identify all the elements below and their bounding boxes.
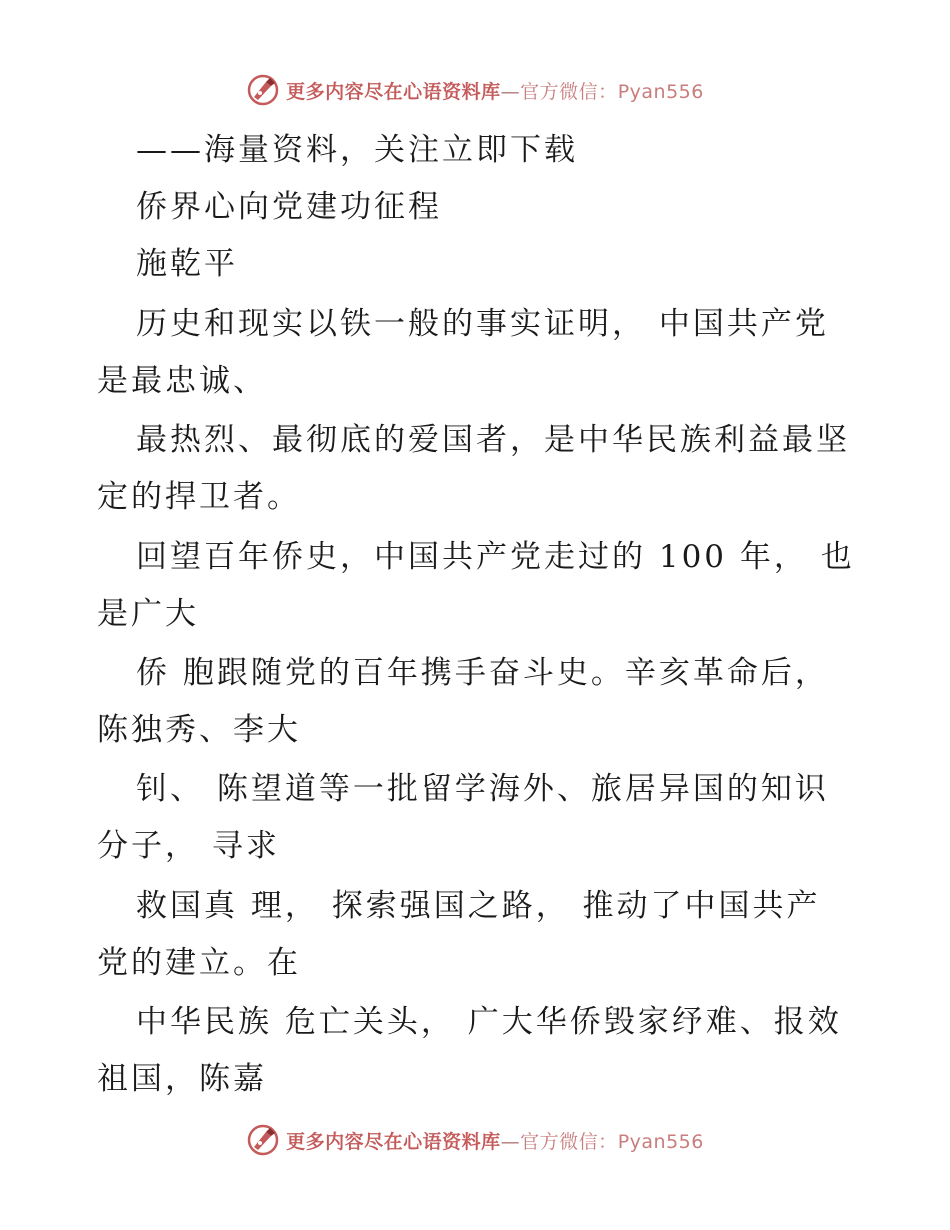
footer-site-text: 更多内容尽在心语资料库 (286, 1130, 501, 1153)
text-line: 救国真 理， 探索强国之路， 推动了中国共产 (136, 888, 821, 924)
text-line: 是广大 (97, 596, 199, 632)
text-line: 历史和现实以铁一般的事实证明， 中国共产党 (136, 306, 829, 342)
header-site-text: 更多内容尽在心语资料库 (286, 80, 501, 103)
header-text (286, 77, 704, 104)
text-line: 祖国，陈嘉 (97, 1061, 267, 1097)
text-line: 施乾平 (136, 246, 238, 282)
text-line: 侨 胞跟随党的百年携手奋斗史。辛亥革命后， (136, 655, 829, 691)
text-line: 定的捍卫者。 (97, 479, 301, 515)
header-wechat-id: Pyan556 (617, 80, 704, 103)
text-line: 分子， 寻求 (97, 828, 280, 864)
text-line: ——海量资料，关注立即下载 (136, 132, 578, 168)
text-line: 中华民族 危亡关头， 广大华侨毁家纾难、报效 (136, 1004, 842, 1040)
text-line: 陈独秀、李大 (97, 712, 301, 748)
text-line: 是最忠诚、 (97, 363, 267, 399)
text-line: 最热烈、最彻底的爱国者，是中华民族利益最坚 (136, 422, 850, 458)
page-header (0, 70, 950, 110)
footer-watermark (246, 1123, 704, 1157)
footer-wechat-id: Pyan556 (617, 1130, 704, 1153)
header-wechat-label: 官方微信： (520, 80, 618, 103)
footer-text (286, 1127, 704, 1154)
pen-nib-logo-icon (246, 1123, 280, 1157)
footer-wechat-label: 官方微信： (520, 1130, 618, 1153)
text-line: 钊、 陈望道等一批留学海外、旅居异国的知识 (136, 771, 829, 807)
text-line: 侨界心向党建功征程 (136, 189, 442, 225)
text-line: 回望百年侨史，中国共产党走过的 100 年， 也 (136, 539, 855, 575)
header-watermark (246, 73, 704, 107)
footer-dash: — (500, 1130, 521, 1153)
pen-nib-logo-icon (246, 73, 280, 107)
text-line: 党的建立。在 (97, 945, 301, 981)
page-footer (0, 1120, 950, 1160)
header-dash: — (500, 80, 521, 103)
